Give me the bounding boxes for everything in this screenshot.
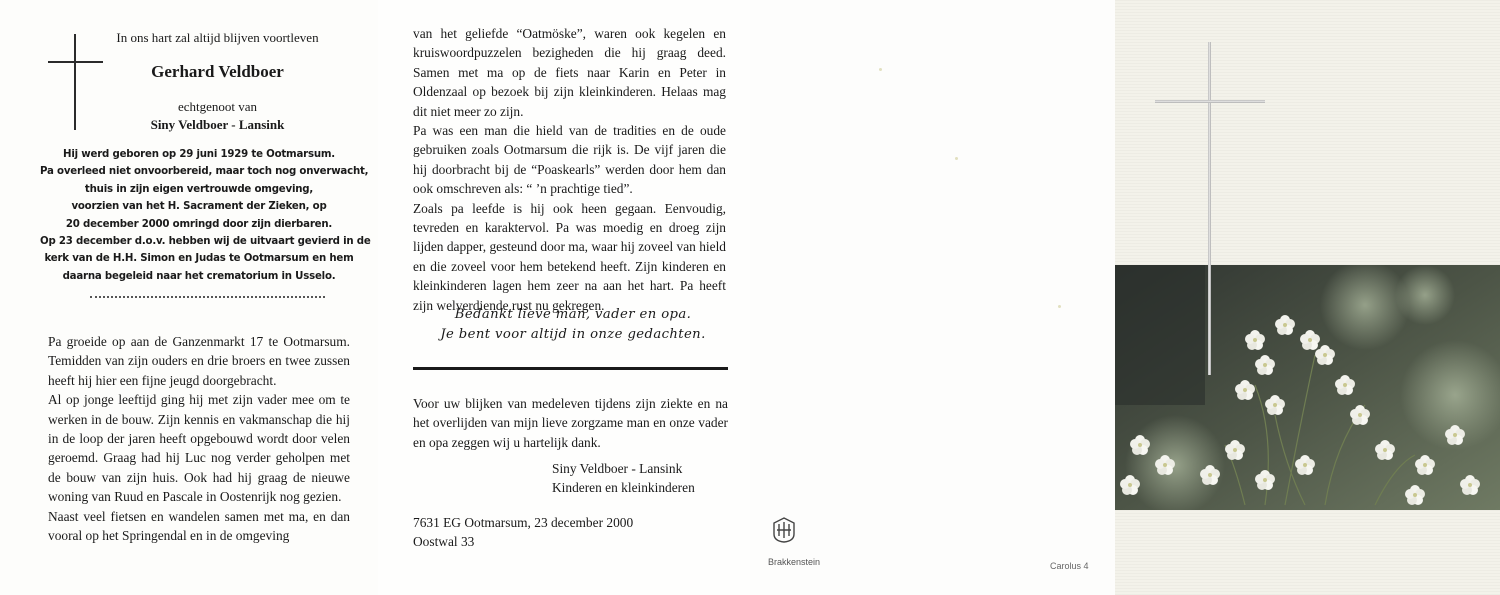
acknowledgement-text: Voor uw blijken van medeleven tijdens zijn ziekte en na het overlijden van mijn lieve zorgzame man en onze vader en opa zeggen wij u hartelijk dank.	[413, 396, 728, 450]
announcement-line: voorzien van het H. Sacrament der Zieken, op	[71, 201, 327, 213]
card-page-middle	[378, 0, 750, 595]
announcement-line: Pa overleed niet onvoorbereid, maar toch nog onverwacht,	[40, 166, 369, 178]
address-line: Oostwal 33	[413, 534, 475, 549]
card-model: Carolus 4	[1050, 561, 1089, 571]
paragraph: Pa groeide op aan de Ganzenmarkt 17 te Ootmarsum. Temidden van zijn ouders en drie broers en twee zussen heeft hij hier een fijne jeugd doorgebracht.	[48, 334, 350, 388]
white-flowers-photo	[1115, 265, 1500, 510]
deceased-name: Gerhard Veldboer	[151, 62, 284, 81]
announcement-line: 20 december 2000 omringd door zijn dierbaren.	[65, 218, 333, 230]
paragraph: Naast veel fietsen en wandelen samen met ma, en dan vooral op het Springendal en in de omgeving	[48, 508, 350, 544]
death-announcement	[40, 146, 371, 285]
silver-cross-icon	[1208, 42, 1211, 375]
publisher-logo-icon	[772, 517, 796, 543]
paragraph: van het geliefde “Oatmöske”, waren ook kegelen en kruiswoordpuzzelen bezigheden die hij graag deed. Samen met ma op de fiets naar Karin en Peter in Oldenzaal op bezoek bij zijn kleinkinderen. Helaas mag dit niet meer zo zijn.	[413, 26, 726, 119]
card-page-left	[0, 0, 379, 595]
paragraph: Pa was een man die hield van de tradities en de oude gebruiken zoals Ootmarsum die rijk is. De vijf jaren die hij doorbracht bij de “Poaskearls” werden door hem dan ook omschreven als: “ ’n prachtige tied”.	[413, 123, 726, 197]
address-line: 7631 EG Ootmarsum, 23 december 2000	[413, 515, 634, 530]
publisher-name: Brakkenstein	[768, 557, 821, 567]
farewell-line: Je bent voor altijd in onze gedachten.	[440, 327, 706, 342]
biography-text	[48, 332, 350, 545]
silver-cross-bar	[1155, 100, 1265, 103]
farewell-line: Bedankt lieve man, vader en opa.	[454, 307, 692, 322]
paragraph: Al op jonge leeftijd ging hij met zijn vader mee om te werken in de bouw. Zijn kennis en vakmanschap die hij in de loop der jaren heeft opgebouwd wordt door velen geroemd. Graag had hij Luc nog verder geholpen met de bouw van zijn huis. Ook had hij graag de nieuwe woning van Ruud en Pascale in Oostenrijk nog gezien.	[48, 392, 350, 505]
cross-icon	[74, 34, 76, 130]
paper-speck	[879, 68, 882, 71]
paragraph: Zoals pa leefde is hij ook heen gegaan. Eenvoudig, tevreden en karaktervol. Pa was moedig en droeg zijn lijden dapper, gesteund door ma, waar hij zoveel van hield en die zoveel voor hem betekend heeft. Zijn kinderen en kleinkinderen lagen hem zeer na aan het hart. Pa heeft zijn welverdiende rust nu gekregen.	[413, 200, 726, 313]
announcement-line: kerk van de H.H. Simon en Judas te Ootmarsum en hem	[44, 253, 354, 265]
card-front	[1115, 0, 1500, 595]
biography-continued	[413, 24, 726, 315]
announcement-line: Op 23 december d.o.v. hebben wij de uitvaart gevierd in de	[40, 236, 371, 248]
card-back	[750, 0, 1115, 595]
signature: Siny Veldboer - Lansink	[552, 461, 683, 476]
dotted-divider	[90, 296, 325, 298]
section-divider	[413, 367, 728, 370]
spouse-intro: echtgenoot van	[177, 99, 258, 114]
motto: In ons hart zal altijd blijven voortleven	[116, 30, 319, 45]
announcement-line: thuis in zijn eigen vertrouwde omgeving,	[84, 183, 314, 195]
paper-speck	[955, 157, 958, 160]
paper-speck	[1058, 305, 1061, 308]
signature: Kinderen en kleinkinderen	[552, 480, 695, 495]
spouse-name: Siny Veldboer - Lansink	[150, 117, 285, 132]
announcement-line: daarna begeleid naar het crematorium in Usselo.	[62, 270, 336, 282]
announcement-line: Hij werd geboren op 29 juni 1929 te Ootmarsum.	[63, 149, 335, 160]
